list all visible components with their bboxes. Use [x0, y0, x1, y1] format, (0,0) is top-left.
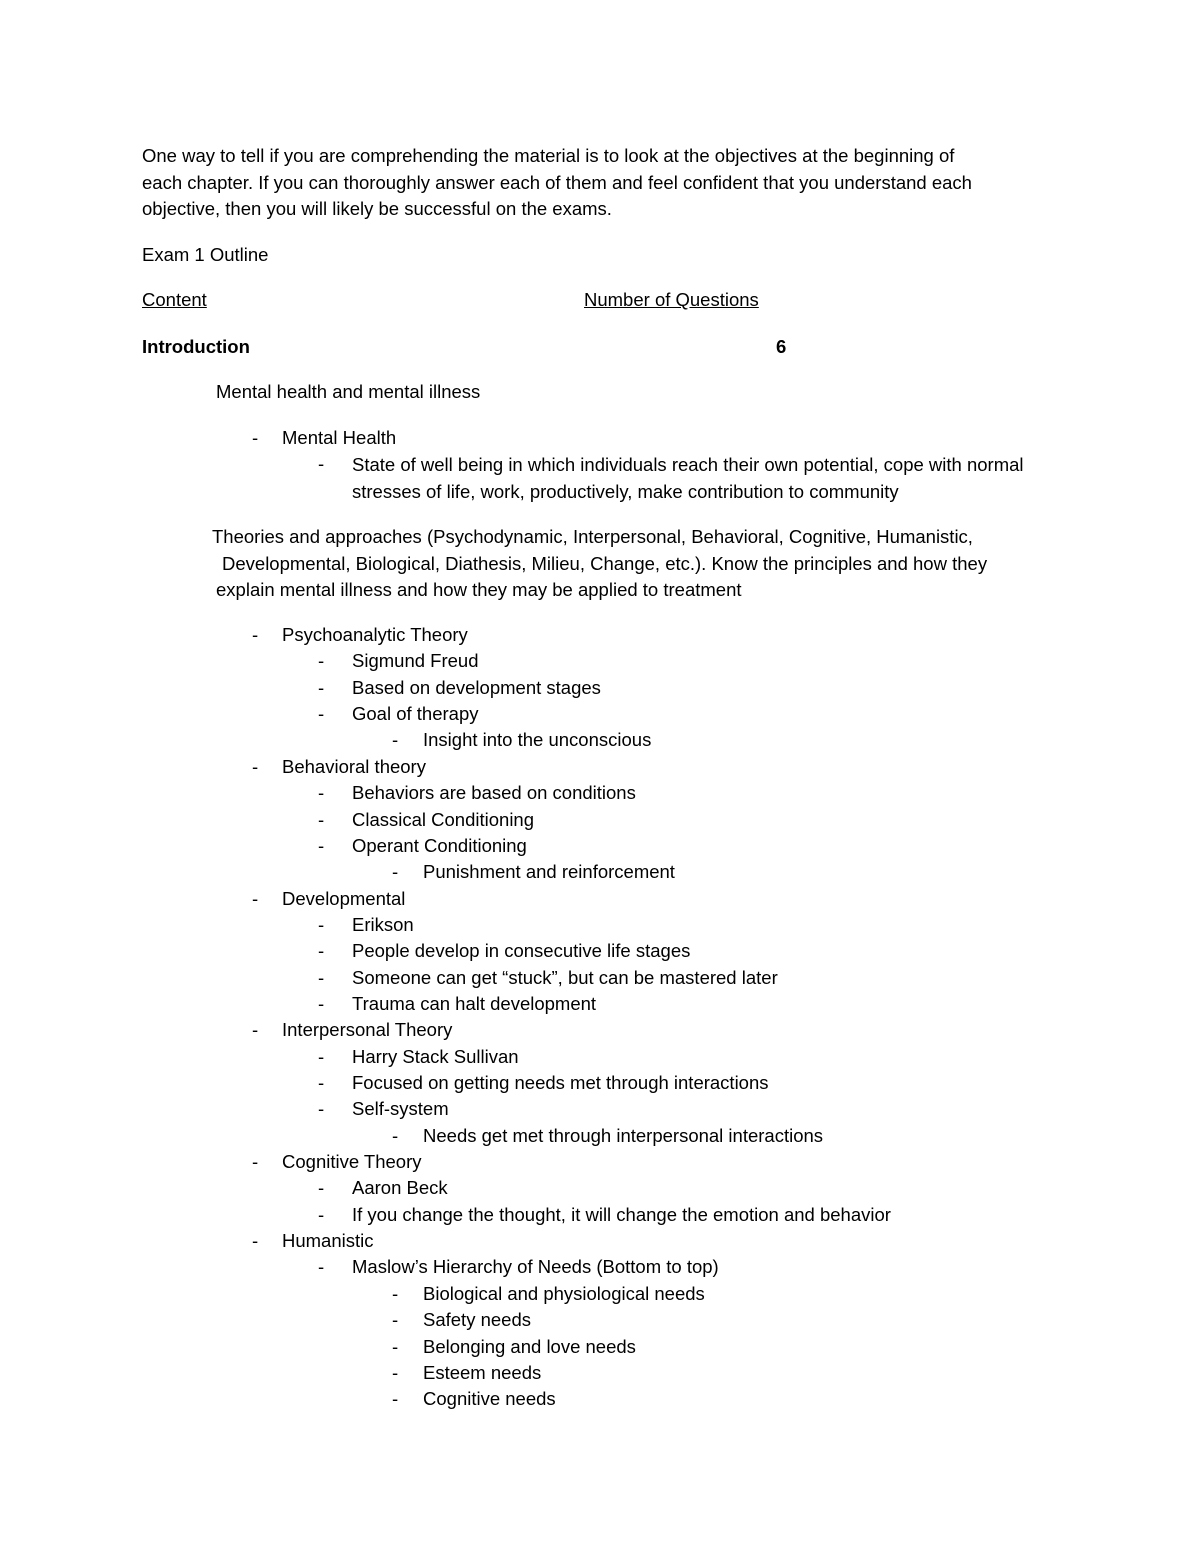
dash-bullet: -	[318, 834, 325, 856]
section-title: Introduction	[142, 336, 250, 357]
dash-bullet: -	[318, 1098, 325, 1120]
dash-bullet: -	[318, 1256, 325, 1278]
outline-item-level-1	[0, 887, 1200, 913]
section-question-count: 6	[776, 336, 787, 357]
dash-bullet: -	[318, 966, 325, 988]
theories-line: explain mental illness and how they may be applied to treatment	[216, 579, 742, 600]
outline-item-level-2	[0, 939, 1200, 965]
outline-item-level-2	[0, 1097, 1200, 1123]
outline-item-text: Trauma can halt development	[352, 992, 597, 1014]
outline-item-level-2	[0, 1045, 1200, 1071]
outline-item-text: Esteem needs	[423, 1361, 542, 1383]
dash-bullet: -	[392, 1282, 399, 1304]
outline-item-text: Operant Conditioning	[352, 834, 527, 856]
outline-item-level-2	[0, 676, 1200, 702]
theories-line: Developmental, Biological, Diathesis, Milieu, Change, etc.). Know the principles and how they	[222, 552, 988, 574]
list-item	[0, 426, 1200, 452]
outline-item-level-3	[0, 1308, 1200, 1334]
dash-bullet: -	[392, 1335, 399, 1357]
outline-item-level-3	[0, 1387, 1200, 1413]
outline-item-level-2	[0, 1071, 1200, 1097]
dash-bullet: -	[318, 676, 325, 698]
dash-bullet: -	[252, 887, 259, 909]
outline-item-text: Harry Stack Sullivan	[352, 1045, 519, 1067]
outline-item-text: Safety needs	[423, 1309, 531, 1331]
outline-item-level-3	[0, 1282, 1200, 1308]
outline-item-level-1	[0, 623, 1200, 649]
dash-bullet: -	[318, 650, 325, 672]
theories-paragraph	[212, 524, 1062, 604]
dash-bullet: -	[318, 1177, 325, 1199]
intro-line: One way to tell if you are comprehending the material is to look at the objectives at the beginning of	[142, 145, 955, 166]
dash-bullet: -	[252, 1019, 259, 1041]
outline-item-text: Needs get met through interpersonal interactions	[423, 1124, 824, 1146]
outline-item-level-1	[0, 755, 1200, 781]
list-item	[0, 452, 1200, 506]
dash-bullet: -	[252, 427, 259, 448]
intro-line: objective, then you will likely be successful on the exams.	[142, 198, 612, 219]
dash-bullet: -	[318, 808, 325, 830]
outline-item-level-2	[0, 913, 1200, 939]
dash-bullet: -	[252, 1230, 259, 1252]
dash-bullet: -	[392, 1388, 399, 1410]
dash-bullet: -	[392, 1309, 399, 1331]
outline-item-text: Developmental	[282, 887, 406, 909]
outline-item-level-2	[0, 1255, 1200, 1281]
outline-item-level-2	[0, 1176, 1200, 1202]
outline-item-level-1	[0, 1229, 1200, 1255]
dash-bullet: -	[318, 453, 325, 474]
outline-item-level-2	[0, 992, 1200, 1018]
dash-bullet: -	[392, 729, 399, 751]
outline-item-text: Sigmund Freud	[352, 650, 479, 672]
outline-item-level-2	[0, 834, 1200, 860]
dash-bullet: -	[318, 782, 325, 804]
list-item-text: Mental Health	[282, 427, 397, 448]
outline-item-text: Goal of therapy	[352, 703, 479, 724]
outline-item-text: Humanistic	[282, 1230, 374, 1252]
dash-bullet: -	[318, 1045, 325, 1067]
outline-item-text: Biological and physiological needs	[423, 1282, 705, 1304]
outline-item-text: Focused on getting needs met through interactions	[352, 1072, 769, 1093]
dash-bullet: -	[318, 940, 325, 962]
dash-bullet: -	[318, 1072, 325, 1093]
outline-item-level-2	[0, 649, 1200, 675]
dash-bullet: -	[392, 861, 399, 883]
exam-title: Exam 1 Outline	[142, 244, 269, 265]
outline-item-text: Insight into the unconscious	[423, 729, 652, 751]
outline-item-level-2	[0, 781, 1200, 807]
dash-bullet: -	[252, 755, 259, 777]
outline-item-text: Based on development stages	[352, 676, 601, 698]
outline-item-level-2	[0, 808, 1200, 834]
outline-item-text: Aaron Beck	[352, 1177, 448, 1199]
outline-item-text: Self-system	[352, 1098, 449, 1120]
outline-item-text: Interpersonal Theory	[282, 1019, 453, 1041]
outline-item-text: Psychoanalytic Theory	[282, 624, 468, 645]
outline-item-level-3	[0, 860, 1200, 886]
dash-bullet: -	[318, 703, 325, 724]
list-item-text: State of well being in which individuals reach their own potential, cope with normal stresses of life, work, productively, make contribution to community	[352, 454, 1024, 502]
dash-bullet: -	[318, 992, 325, 1014]
outline-item-text: Classical Conditioning	[352, 808, 535, 830]
dash-bullet: -	[318, 913, 325, 935]
outline-item-level-2	[0, 966, 1200, 992]
outline-item-text: People develop in consecutive life stages	[352, 940, 691, 962]
dash-bullet: -	[252, 1151, 259, 1172]
outline-item-text: Someone can get “stuck”, but can be mastered later	[352, 966, 778, 988]
intro-line: each chapter. If you can thoroughly answer each of them and feel confident that you understand each	[142, 171, 972, 193]
outline-item-text: Erikson	[352, 913, 414, 935]
dash-bullet: -	[318, 1203, 325, 1225]
content-column-header: Content	[142, 289, 207, 310]
outline-item-level-3	[0, 1335, 1200, 1361]
mental-health-heading: Mental health and mental illness	[216, 381, 481, 402]
questions-column-header: Number of Questions	[584, 289, 759, 310]
intro-paragraph	[142, 143, 1062, 223]
outline-item-text: Behavioral theory	[282, 755, 426, 777]
outline-item-level-2	[0, 1203, 1200, 1229]
outline-item-text: Behaviors are based on conditions	[352, 782, 636, 804]
dash-bullet: -	[392, 1124, 399, 1146]
outline-item-text: Maslow’s Hierarchy of Needs (Bottom to top)	[352, 1256, 719, 1278]
outline-item-text: Cognitive Theory	[282, 1151, 422, 1172]
outline-item-text: If you change the thought, it will change the emotion and behavior	[352, 1203, 891, 1225]
outline-item-level-1	[0, 1018, 1200, 1044]
outline-item-text: Punishment and reinforcement	[423, 861, 675, 883]
dash-bullet: -	[392, 1361, 399, 1383]
outline-item-level-1	[0, 1150, 1200, 1176]
outline-item-level-3	[0, 728, 1200, 754]
outline-item-level-3	[0, 1124, 1200, 1150]
outline-item-text: Cognitive needs	[423, 1388, 556, 1410]
theories-line: Theories and approaches (Psychodynamic, Interpersonal, Behavioral, Cognitive, Humanistic,	[212, 526, 973, 547]
dash-bullet: -	[252, 624, 259, 645]
outline-item-level-3	[0, 1361, 1200, 1387]
outline-item-text: Belonging and love needs	[423, 1335, 636, 1357]
outline-item-level-2	[0, 702, 1200, 728]
